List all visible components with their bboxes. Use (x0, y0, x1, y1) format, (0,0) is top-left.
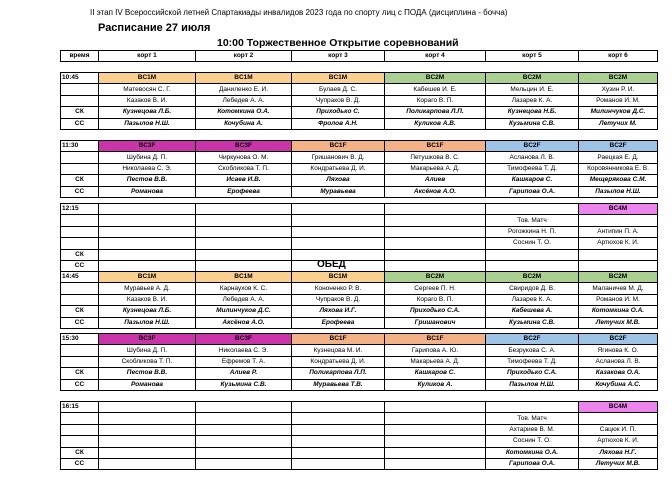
player-cell (196, 215, 292, 226)
player-cell: Кузнецова М. И. (292, 345, 385, 356)
judge-cell: Приходько С.А. (385, 306, 486, 317)
judge-cell: Муравьева Т.В. (292, 379, 385, 390)
player-cell: Петушкова В. С. (385, 152, 486, 163)
time-empty (61, 238, 99, 249)
judge-cell (196, 458, 292, 469)
player-cell (385, 238, 486, 249)
player-cell: Карнаухов К. С. (196, 283, 292, 294)
judge-cell: Кузьмина С.В. (486, 118, 579, 129)
time-cell: 15:30 (61, 334, 99, 345)
player-cell: Соснин Т. О. (486, 436, 579, 447)
time-empty (61, 215, 99, 226)
class-row (61, 272, 658, 283)
judge-cell (486, 249, 579, 260)
judge-cell: Ляхова (292, 175, 385, 186)
player-cell: Тимофеева Т. Д. (486, 356, 579, 367)
player-cell: Тимофеева Т. Д. (486, 163, 579, 174)
class-badge: BC1M (196, 73, 292, 84)
time-empty (61, 84, 99, 95)
judge-cell: Поликарпова Л.П. (292, 368, 385, 379)
class-badge (196, 402, 292, 413)
judge-cell (99, 249, 196, 260)
player-cell: Кабешев И. Е. (385, 84, 486, 95)
judge-cell (292, 249, 385, 260)
player-row (61, 238, 658, 249)
ss-row (61, 317, 658, 328)
judge-cell: Романова (99, 379, 196, 390)
schedule-block-1045 (60, 72, 658, 130)
sk-label: СК (61, 175, 99, 186)
judge-cell: Ерофеева (292, 317, 385, 328)
player-cell: Даниленко Е. И. (196, 84, 292, 95)
judge-cell: Кузнецова Л.Б. (99, 107, 196, 118)
player-cell (292, 436, 385, 447)
player-cell: Ефремов Т. А. (196, 356, 292, 367)
time-cell: 10:45 (61, 73, 99, 84)
header-cell-time: время (61, 51, 99, 62)
judge-cell: Кузьмина С.В. (196, 379, 292, 390)
judge-cell: Кочубина А. (196, 118, 292, 129)
class-badge: BC2M (385, 73, 486, 84)
player-row (61, 345, 658, 356)
class-row (61, 141, 658, 152)
player-row (61, 283, 658, 294)
time-cell: 14:45 (61, 272, 99, 283)
header-cell-court-2: корт 2 (196, 51, 292, 62)
player-cell: Ахтариев В. М. (486, 424, 579, 435)
time-empty (61, 226, 99, 237)
player-cell (99, 226, 196, 237)
player-cell: Безрукова С. А. (486, 345, 579, 356)
class-badge (196, 204, 292, 215)
schedule-block-1130 (60, 140, 658, 198)
player-cell: Лебедев А. А. (196, 294, 292, 305)
player-cell: Муравьев А. Д. (99, 283, 196, 294)
player-row (61, 215, 658, 226)
player-row (61, 294, 658, 305)
player-cell: Соснин Т. О. (486, 238, 579, 249)
class-badge: BC1F (292, 141, 385, 152)
player-cell: Чиркунова О. М. (196, 152, 292, 163)
player-cell: Ягинова К. О. (579, 345, 658, 356)
header-cell-court-6: корт 6 (579, 51, 658, 62)
time-empty (61, 294, 99, 305)
class-badge: BC3F (196, 141, 292, 152)
ss-row (61, 458, 658, 469)
judge-cell: Пазылов Н.Ш. (486, 379, 579, 390)
judge-cell (99, 447, 196, 458)
judge-cell: Котомкина О.А. (579, 306, 658, 317)
class-badge: BC1M (99, 272, 196, 283)
class-row (61, 73, 658, 84)
player-cell: Казаков В. И. (99, 95, 196, 106)
judge-cell: Ерофеева (196, 186, 292, 197)
ss-label: СС (61, 118, 99, 129)
judge-cell: Пестов В.В. (99, 175, 196, 186)
player-cell: Раецкая Е. Д. (579, 152, 658, 163)
class-badge: BC2F (486, 334, 579, 345)
judge-cell: Котомкина О.А. (486, 447, 579, 458)
player-cell: Маланичев М. Д. (579, 283, 658, 294)
judge-cell: Аксёнов А.О. (196, 317, 292, 328)
class-badge: BC2M (486, 73, 579, 84)
player-cell: Булаев Д. С. (292, 84, 385, 95)
judge-cell (99, 458, 196, 469)
player-cell: Коровянникова Е. В. (579, 163, 658, 174)
judge-cell: Казакова О.А. (579, 368, 658, 379)
time-empty (61, 163, 99, 174)
judge-cell: Пазылов Н.Ш. (99, 118, 196, 129)
player-cell (292, 424, 385, 435)
player-cell (196, 424, 292, 435)
judge-cell: Милинчуков Д.С. (579, 107, 658, 118)
player-cell: Скобликова Т. П. (99, 356, 196, 367)
class-badge (385, 204, 486, 215)
sk-label: СК (61, 249, 99, 260)
class-badge: BC3F (196, 334, 292, 345)
class-badge (385, 402, 486, 413)
player-cell: Лазарев К. А. (486, 95, 579, 106)
player-cell: Кононенко Р. В. (292, 283, 385, 294)
player-cell: Антипин П. А. (579, 226, 658, 237)
player-cell: Асланова Л. В. (486, 152, 579, 163)
player-cell (196, 226, 292, 237)
judge-cell: Кашкаров С. (486, 175, 579, 186)
judge-cell (385, 447, 486, 458)
lunch-break-note: ОБЕД (317, 259, 346, 270)
player-cell (99, 424, 196, 435)
player-cell: Николаева С. Э. (196, 345, 292, 356)
judge-cell: Летучих М.В. (579, 458, 658, 469)
time-cell: 12:15 (61, 204, 99, 215)
player-cell: Романов И. М. (579, 294, 658, 305)
player-cell: Николаева С. Э. (99, 163, 196, 174)
class-badge: BC1F (385, 141, 486, 152)
judge-cell: Гарипова О.А. (486, 458, 579, 469)
time-empty (61, 436, 99, 447)
player-cell (292, 238, 385, 249)
time-cell: 11:30 (61, 141, 99, 152)
sk-label: СК (61, 107, 99, 118)
player-cell: Сергеев П. Н. (385, 283, 486, 294)
judge-cell: Алиев (385, 175, 486, 186)
ss-label: СС (61, 317, 99, 328)
sk-row (61, 447, 658, 458)
header-table (60, 50, 658, 62)
judge-cell: Кашкаров С. (385, 368, 486, 379)
player-cell (99, 238, 196, 249)
class-row (61, 204, 658, 215)
player-row (61, 413, 658, 424)
player-cell: Сацюк И. П. (579, 424, 658, 435)
judge-cell (196, 249, 292, 260)
player-cell: Рогожкина Н. П. (486, 226, 579, 237)
player-cell (579, 413, 658, 424)
player-cell: Матевосян С. Г. (99, 84, 196, 95)
header-cell-court-1: корт 1 (99, 51, 196, 62)
player-cell: Макарьева А. Д. (385, 163, 486, 174)
ss-row (61, 379, 658, 390)
player-cell: Скобликова Т. П. (196, 163, 292, 174)
class-badge: BC2F (579, 141, 658, 152)
header-cell-court-3: корт 3 (292, 51, 385, 62)
judge-cell (579, 249, 658, 260)
player-cell (99, 436, 196, 447)
header-cell-court-5: корт 5 (486, 51, 579, 62)
sk-row (61, 368, 658, 379)
class-row (61, 402, 658, 413)
sk-row (61, 249, 658, 260)
player-row (61, 356, 658, 367)
class-row (61, 334, 658, 345)
document-title: II этап IV Всероссийской летней Спартакиады инвалидов 2023 года по спорту лиц с ПОДА (дисциплина - бочча) (90, 8, 508, 17)
schedule-block-1530 (60, 333, 658, 391)
class-badge: BC2F (486, 141, 579, 152)
judge-cell: Куликов А.В. (385, 118, 486, 129)
schedule-date-title: Расписание 27 июля (98, 22, 211, 34)
opening-ceremony-note: 10:00 Торжественное Открытие соревнований (217, 37, 459, 49)
sk-row (61, 107, 658, 118)
judge-cell: Исаев И.В. (196, 175, 292, 186)
sk-row (61, 175, 658, 186)
class-badge: BC2M (579, 73, 658, 84)
player-cell: Гарипова А. Ю. (385, 345, 486, 356)
class-badge (99, 402, 196, 413)
player-cell: Кораго В. П. (385, 95, 486, 106)
sk-label: СК (61, 368, 99, 379)
player-cell: Казаков В. И. (99, 294, 196, 305)
player-cell: Артюхов К. И. (579, 436, 658, 447)
time-empty (61, 356, 99, 367)
schedule-block-1215 (60, 203, 658, 272)
time-empty (61, 283, 99, 294)
time-empty (61, 413, 99, 424)
class-badge: BC1M (292, 272, 385, 283)
judge-cell: Мещерякова С.М. (579, 175, 658, 186)
class-badge: BC2M (486, 272, 579, 283)
judge-cell: Романова (99, 186, 196, 197)
judge-cell: Муравьева (292, 186, 385, 197)
judge-cell: Гришанович (385, 317, 486, 328)
judge-cell: Пестов В.В. (99, 368, 196, 379)
sk-row (61, 306, 658, 317)
class-badge: BC1F (292, 334, 385, 345)
player-cell (99, 215, 196, 226)
judge-cell (292, 447, 385, 458)
player-row (61, 163, 658, 174)
time-empty (61, 95, 99, 106)
judge-cell: Кузнецова Н.Б. (486, 107, 579, 118)
class-badge: BC3F (99, 141, 196, 152)
player-row (61, 424, 658, 435)
judge-cell: Котомкина О.А. (196, 107, 292, 118)
class-badge (292, 402, 385, 413)
ss-label: СС (61, 458, 99, 469)
player-cell (292, 413, 385, 424)
judge-cell: Кузнецова Л.Б. (99, 306, 196, 317)
judge-cell: Гарипова О.А. (486, 186, 579, 197)
player-cell (292, 215, 385, 226)
ss-label: СС (61, 260, 99, 271)
class-badge: BC1M (196, 272, 292, 283)
ss-label: СС (61, 186, 99, 197)
player-cell: Свиридов Д. В. (486, 283, 579, 294)
judge-cell: Кузьмина С.В. (486, 317, 579, 328)
sk-label: СК (61, 306, 99, 317)
class-badge: BC4M (579, 402, 658, 413)
judge-cell: Летучих М. (579, 118, 658, 129)
judge-cell: Милинчуков Д.С. (196, 306, 292, 317)
player-cell (196, 436, 292, 447)
player-cell (196, 413, 292, 424)
player-cell: Лебедев А. А. (196, 95, 292, 106)
player-cell: Шубина Д. П. (99, 345, 196, 356)
time-empty (61, 345, 99, 356)
class-badge: BC2F (579, 334, 658, 345)
player-cell: Хузин Р. И. (579, 84, 658, 95)
player-row (61, 226, 658, 237)
player-row (61, 95, 658, 106)
judge-cell: Кабешева А. (486, 306, 579, 317)
player-cell: Чупраков В. Д. (292, 294, 385, 305)
player-cell (99, 413, 196, 424)
judge-cell: Приходько С. (292, 107, 385, 118)
player-cell: Гришанович В. Д. (292, 152, 385, 163)
player-cell: Тов. Матч (486, 413, 579, 424)
player-cell: Асланова Л. В. (579, 356, 658, 367)
judge-cell: Алиев Р. (196, 368, 292, 379)
class-badge: BC2M (385, 272, 486, 283)
player-cell: Артюхов К. И. (579, 238, 658, 249)
class-badge: BC1M (99, 73, 196, 84)
judge-cell (196, 447, 292, 458)
ss-label: СС (61, 379, 99, 390)
player-cell (385, 226, 486, 237)
player-cell: Шубина Д. П. (99, 152, 196, 163)
judge-cell: Летучих М.В. (579, 317, 658, 328)
player-cell (385, 413, 486, 424)
judge-cell: Ляхова Н.Г. (579, 447, 658, 458)
time-empty (61, 152, 99, 163)
judge-cell: Пазылов Н.Ш. (99, 317, 196, 328)
ss-row (61, 118, 658, 129)
player-row (61, 436, 658, 447)
class-badge: BC4M (579, 204, 658, 215)
schedule-block-1615 (60, 401, 658, 470)
player-cell: Мельцин И. Е. (486, 84, 579, 95)
player-cell (196, 238, 292, 249)
player-cell (579, 215, 658, 226)
player-cell (385, 215, 486, 226)
class-badge: BC3F (99, 334, 196, 345)
player-cell: Чупраков В. Д. (292, 95, 385, 106)
class-badge: BC1M (292, 73, 385, 84)
player-row (61, 152, 658, 163)
player-cell: Романов И. М. (579, 95, 658, 106)
sk-label: СК (61, 447, 99, 458)
player-cell: Кораго В. П. (385, 294, 486, 305)
class-badge: BC1F (385, 334, 486, 345)
player-cell (385, 436, 486, 447)
player-cell (292, 226, 385, 237)
header-cell-court-4: корт 4 (385, 51, 486, 62)
judge-cell: Аксёнов А.О. (385, 186, 486, 197)
player-row (61, 84, 658, 95)
schedule-block-1445 (60, 271, 658, 329)
class-badge (292, 204, 385, 215)
player-cell: Кондратьева Д. И. (292, 163, 385, 174)
class-badge (486, 402, 579, 413)
player-cell: Лазарев К. А. (486, 294, 579, 305)
judge-cell: Пазылов Н.Ш. (579, 186, 658, 197)
header-row (61, 51, 658, 62)
player-cell: Кондратьева Д. И. (292, 356, 385, 367)
judge-cell (292, 458, 385, 469)
judge-cell: Куликов А. (385, 379, 486, 390)
time-empty (61, 424, 99, 435)
judge-cell: Приходько С.А. (486, 368, 579, 379)
player-cell (385, 424, 486, 435)
player-cell: Макарьева А. Д. (385, 356, 486, 367)
class-badge (99, 204, 196, 215)
judge-cell: Фролов А.Н. (292, 118, 385, 129)
time-cell: 16:15 (61, 402, 99, 413)
ss-row (61, 186, 658, 197)
judge-cell: Поликарпова Л.П. (385, 107, 486, 118)
judge-cell (385, 249, 486, 260)
class-badge: BC2M (579, 272, 658, 283)
judge-cell: Ляхова И.Г. (292, 306, 385, 317)
player-cell: Тов. Матч (486, 215, 579, 226)
class-badge (486, 204, 579, 215)
judge-cell (385, 458, 486, 469)
judge-cell: Кочубина А.С. (579, 379, 658, 390)
